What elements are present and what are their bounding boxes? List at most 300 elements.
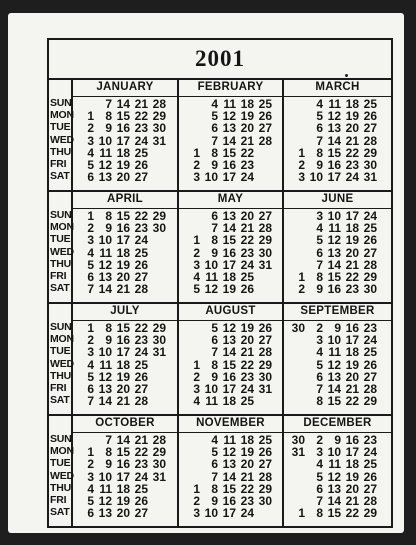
date-cell: 18 xyxy=(345,221,359,236)
date-cell: 25 xyxy=(363,97,377,111)
date-cell: 27 xyxy=(134,381,148,396)
date-cell: 8 xyxy=(211,481,218,496)
date-cell: 13 xyxy=(327,481,341,496)
date-cell: 1 xyxy=(87,109,94,124)
date-cell: 1 xyxy=(193,481,200,496)
date-cell: 29 xyxy=(363,506,377,521)
week-column xyxy=(236,98,254,183)
week-column xyxy=(94,434,112,519)
date-cell: 19 xyxy=(240,445,254,460)
date-cell: 31 xyxy=(152,133,166,148)
date-cell: 31 xyxy=(258,257,272,272)
date-cell: 16 xyxy=(345,321,359,335)
date-cell xyxy=(148,283,166,295)
date-cell: 9 xyxy=(105,121,112,136)
week-column xyxy=(94,98,112,183)
date-cell: 1 xyxy=(87,321,94,335)
date-cell xyxy=(148,395,166,407)
date-cell: 18 xyxy=(116,481,130,496)
date-cell: 29 xyxy=(152,109,166,124)
week-column xyxy=(323,98,341,183)
date-cell: 21 xyxy=(240,221,254,236)
date-cell: 23 xyxy=(240,369,254,384)
date-cell: 22 xyxy=(240,357,254,372)
date-cell: 6 xyxy=(211,457,218,472)
date-cell: 26 xyxy=(258,109,272,124)
date-cell: 11 xyxy=(205,269,218,284)
calendar-frame xyxy=(47,38,393,528)
week-column xyxy=(200,322,218,407)
date-cell: 24 xyxy=(363,445,377,460)
date-cell: 9 xyxy=(334,433,341,447)
date-cell: 9 xyxy=(105,457,112,472)
date-cell: 19 xyxy=(116,493,130,508)
date-cell: 25 xyxy=(134,245,148,260)
date-cell xyxy=(148,171,166,183)
date-cell: 10 xyxy=(204,381,218,396)
date-cell: 11 xyxy=(99,145,112,160)
year-heading: 2001 xyxy=(49,40,391,80)
date-cell: 17 xyxy=(345,333,359,348)
date-cell: 22 xyxy=(240,481,254,496)
date-cell: 3 xyxy=(87,233,94,248)
date-cell: 12 xyxy=(222,321,236,335)
date-cell: 16 xyxy=(116,333,130,348)
date-cell: 31 xyxy=(152,345,166,360)
date-cell: 30 xyxy=(258,369,272,384)
date-cell xyxy=(287,371,305,383)
date-cell: 22 xyxy=(345,506,359,521)
date-cell: 11 xyxy=(328,97,341,111)
date-cell: 21 xyxy=(345,257,359,272)
date-cell: 7 xyxy=(211,345,218,360)
date-cell: 29 xyxy=(258,481,272,496)
week-column xyxy=(130,434,148,519)
date-cell: 24 xyxy=(134,469,148,484)
date-cell: 30 xyxy=(363,157,377,172)
date-cell: 9 xyxy=(211,245,218,260)
date-cell: 7 xyxy=(211,469,218,484)
date-cell: 11 xyxy=(328,345,341,360)
week-column xyxy=(305,98,323,183)
date-cell: 26 xyxy=(363,469,377,484)
date-cell: 4 xyxy=(211,433,218,447)
date-cell: 28 xyxy=(363,133,377,148)
week-column xyxy=(359,98,377,183)
date-cell xyxy=(254,159,272,171)
weekday-labels xyxy=(49,190,73,302)
date-grid xyxy=(179,321,282,407)
date-cell: 16 xyxy=(222,245,236,260)
date-cell: 20 xyxy=(345,369,359,384)
week-column xyxy=(182,98,200,183)
date-cell: 9 xyxy=(334,321,341,335)
date-cell: 24 xyxy=(363,209,377,223)
date-cell: 15 xyxy=(116,109,130,124)
date-cell: 6 xyxy=(211,209,218,223)
date-cell: 4 xyxy=(193,269,200,284)
date-cell: 26 xyxy=(134,157,148,172)
month-block xyxy=(179,414,284,526)
week-column xyxy=(76,98,94,183)
date-cell: 16 xyxy=(327,157,341,172)
date-cell: 25 xyxy=(240,394,254,409)
date-cell xyxy=(287,210,305,222)
week-column xyxy=(254,98,272,183)
date-cell: 27 xyxy=(363,245,377,260)
date-cell: 29 xyxy=(258,233,272,248)
date-cell: 12 xyxy=(204,282,218,297)
date-cell: 17 xyxy=(222,170,236,185)
week-column xyxy=(218,210,236,295)
date-cell: 20 xyxy=(240,209,254,223)
date-cell xyxy=(287,471,305,483)
date-cell: 7 xyxy=(87,394,94,409)
date-cell: 22 xyxy=(134,321,148,335)
date-cell: 4 xyxy=(87,357,94,372)
date-cell: 12 xyxy=(327,233,341,248)
date-cell: 2 xyxy=(87,221,94,236)
date-cell: 19 xyxy=(345,469,359,484)
quarter-row xyxy=(49,190,391,304)
date-cell: 13 xyxy=(98,269,112,284)
date-cell: 5 xyxy=(316,357,323,372)
date-cell: 3 xyxy=(316,445,323,460)
weekday-label: MON xyxy=(50,109,74,122)
date-cell: 13 xyxy=(98,506,112,521)
date-cell: 17 xyxy=(222,506,236,521)
weekday-label: WED xyxy=(50,245,74,258)
month-name: MARCH xyxy=(284,78,391,97)
date-cell: 16 xyxy=(116,457,130,472)
week-column xyxy=(218,98,236,183)
date-cell: 3 xyxy=(298,170,305,185)
date-cell: 12 xyxy=(222,109,236,124)
date-cell: 26 xyxy=(363,109,377,124)
quarter-row xyxy=(49,78,391,192)
date-cell xyxy=(148,483,166,495)
week-column xyxy=(94,322,112,407)
weekday-label: SAT xyxy=(50,506,70,519)
date-cell: 3 xyxy=(87,133,94,148)
date-cell: 1 xyxy=(298,145,305,160)
week-column xyxy=(341,434,359,519)
date-cell xyxy=(287,346,305,358)
date-cell: 28 xyxy=(134,394,148,409)
weekday-label: THU xyxy=(50,369,71,382)
date-cell xyxy=(148,371,166,383)
date-cell: 8 xyxy=(211,145,218,160)
date-cell: 9 xyxy=(211,369,218,384)
date-cell: 8 xyxy=(316,145,323,160)
date-cell: 28 xyxy=(258,133,272,148)
month-name: FEBRUARY xyxy=(179,78,282,97)
date-cell: 23 xyxy=(134,333,148,348)
date-cell: 25 xyxy=(240,269,254,284)
date-cell: 10 xyxy=(98,469,112,484)
week-column xyxy=(323,210,341,295)
month-block xyxy=(73,414,179,526)
weekday-label: SUN xyxy=(50,97,72,109)
week-column xyxy=(200,210,218,295)
quarter-row xyxy=(49,414,391,526)
date-cell: 28 xyxy=(258,345,272,360)
month-name: JANUARY xyxy=(73,78,177,97)
date-cell: 17 xyxy=(116,469,130,484)
date-cell: 10 xyxy=(327,209,341,223)
date-cell: 29 xyxy=(363,145,377,160)
date-cell: 14 xyxy=(327,493,341,508)
date-cell: 11 xyxy=(223,433,236,447)
month-name: DECEMBER xyxy=(284,414,391,433)
date-cell xyxy=(287,383,305,395)
date-cell: 16 xyxy=(222,157,236,172)
date-cell: 24 xyxy=(345,170,359,185)
weekday-label: TUE xyxy=(50,345,71,358)
date-cell xyxy=(148,247,166,259)
date-cell: 27 xyxy=(134,506,148,521)
week-column xyxy=(254,434,272,519)
date-cell: 30 xyxy=(152,333,166,348)
month-name: MAY xyxy=(179,190,282,209)
date-cell: 5 xyxy=(211,445,218,460)
date-cell: 6 xyxy=(316,481,323,496)
week-column xyxy=(287,434,305,519)
week-column xyxy=(359,434,377,519)
date-cell xyxy=(287,395,305,407)
weekday-label: THU xyxy=(50,145,71,158)
date-cell: 27 xyxy=(363,121,377,136)
date-cell: 15 xyxy=(116,321,130,335)
date-cell: 28 xyxy=(363,257,377,272)
date-cell: 7 xyxy=(105,433,112,447)
date-grid xyxy=(284,433,391,519)
weekday-label: MON xyxy=(50,445,74,458)
date-cell xyxy=(148,383,166,395)
date-cell: 8 xyxy=(211,357,218,372)
weekday-labels xyxy=(49,414,73,526)
date-grid xyxy=(73,321,177,407)
date-cell: 25 xyxy=(363,457,377,472)
date-cell: 24 xyxy=(240,506,254,521)
date-cell: 2 xyxy=(193,493,200,508)
date-cell: 5 xyxy=(193,282,200,297)
date-cell: 30 xyxy=(152,121,166,136)
week-column xyxy=(287,98,305,183)
date-cell: 5 xyxy=(211,109,218,124)
date-cell: 28 xyxy=(363,493,377,508)
date-cell: 20 xyxy=(116,170,130,185)
date-cell: 12 xyxy=(98,369,112,384)
date-cell: 7 xyxy=(211,133,218,148)
date-cell: 15 xyxy=(222,145,236,160)
date-cell: 22 xyxy=(134,109,148,124)
date-cell xyxy=(287,110,305,122)
date-cell: 31 xyxy=(363,170,377,185)
date-cell xyxy=(148,147,166,159)
date-cell: 25 xyxy=(134,357,148,372)
date-cell: 7 xyxy=(316,133,323,148)
date-cell xyxy=(254,283,272,295)
date-cell: 27 xyxy=(258,121,272,136)
date-cell: 7 xyxy=(316,381,323,396)
date-cell: 8 xyxy=(105,321,112,335)
date-cell: 9 xyxy=(316,282,323,297)
date-cell: 4 xyxy=(87,481,94,496)
weekday-label: FRI xyxy=(50,493,67,506)
date-cell: 2 xyxy=(87,333,94,348)
date-cell: 19 xyxy=(240,321,254,335)
date-cell: 21 xyxy=(345,133,359,148)
date-cell: 15 xyxy=(327,394,341,409)
date-cell: 29 xyxy=(152,321,166,335)
date-cell: 30 xyxy=(152,457,166,472)
week-column xyxy=(94,210,112,295)
weekday-label: WED xyxy=(50,469,74,482)
date-cell: 23 xyxy=(134,121,148,136)
date-cell: 17 xyxy=(116,233,130,248)
date-cell: 1 xyxy=(87,209,94,223)
date-cell: 4 xyxy=(193,394,200,409)
date-cell: 28 xyxy=(258,469,272,484)
week-column xyxy=(76,210,94,295)
date-cell: 26 xyxy=(363,357,377,372)
date-cell: 20 xyxy=(240,457,254,472)
date-cell xyxy=(148,271,166,283)
week-column xyxy=(148,322,166,407)
date-cell: 10 xyxy=(98,345,112,360)
date-cell: 27 xyxy=(258,209,272,223)
date-cell: 19 xyxy=(345,357,359,372)
date-cell: 18 xyxy=(116,245,130,260)
date-cell: 14 xyxy=(222,469,236,484)
date-cell xyxy=(254,507,272,519)
date-cell: 21 xyxy=(116,282,130,297)
date-cell: 29 xyxy=(363,269,377,284)
date-cell: 9 xyxy=(316,157,323,172)
date-cell: 30 xyxy=(363,282,377,297)
date-cell: 31 xyxy=(291,445,305,460)
weekday-label: MON xyxy=(50,221,74,234)
date-cell: 20 xyxy=(345,481,359,496)
date-cell xyxy=(287,334,305,346)
date-cell: 2 xyxy=(298,157,305,172)
weekday-label: SUN xyxy=(50,433,72,445)
date-cell: 3 xyxy=(87,345,94,360)
date-cell: 14 xyxy=(222,345,236,360)
date-cell: 20 xyxy=(240,121,254,136)
weekday-label: WED xyxy=(50,357,74,370)
date-cell: 22 xyxy=(134,209,148,223)
date-cell: 27 xyxy=(134,170,148,185)
date-cell: 7 xyxy=(316,493,323,508)
date-cell: 10 xyxy=(204,170,218,185)
date-cell: 6 xyxy=(87,170,94,185)
date-cell: 17 xyxy=(222,381,236,396)
week-column xyxy=(200,98,218,183)
date-cell xyxy=(287,135,305,147)
date-cell: 12 xyxy=(327,357,341,372)
date-cell: 16 xyxy=(116,121,130,136)
date-cell: 29 xyxy=(258,357,272,372)
week-column xyxy=(112,434,130,519)
date-cell: 28 xyxy=(152,433,166,447)
date-cell xyxy=(182,471,200,483)
date-cell: 8 xyxy=(316,506,323,521)
date-cell: 22 xyxy=(345,394,359,409)
date-cell: 4 xyxy=(87,145,94,160)
date-cell: 23 xyxy=(134,221,148,236)
week-column xyxy=(305,210,323,295)
date-cell: 13 xyxy=(222,333,236,348)
weekday-label: TUE xyxy=(50,457,71,470)
date-cell: 5 xyxy=(211,321,218,335)
date-cell: 16 xyxy=(222,369,236,384)
date-grid xyxy=(179,97,282,183)
date-cell: 6 xyxy=(87,381,94,396)
date-cell: 25 xyxy=(363,221,377,236)
date-cell: 20 xyxy=(116,506,130,521)
date-cell xyxy=(287,122,305,134)
date-cell: 4 xyxy=(211,97,218,111)
date-cell: 5 xyxy=(316,233,323,248)
date-cell xyxy=(182,322,200,334)
date-cell: 9 xyxy=(105,333,112,348)
date-cell: 14 xyxy=(116,97,130,111)
date-cell: 19 xyxy=(240,109,254,124)
date-cell: 9 xyxy=(211,157,218,172)
date-cell: 14 xyxy=(327,257,341,272)
date-cell: 31 xyxy=(152,469,166,484)
date-cell: 10 xyxy=(309,170,323,185)
date-cell xyxy=(287,234,305,246)
date-cell: 10 xyxy=(327,445,341,460)
date-cell: 2 xyxy=(316,433,323,447)
date-cell: 25 xyxy=(258,97,272,111)
date-cell: 8 xyxy=(316,394,323,409)
date-cell: 15 xyxy=(327,506,341,521)
date-cell: 31 xyxy=(258,381,272,396)
week-column xyxy=(182,434,200,519)
date-cell: 18 xyxy=(345,345,359,360)
date-cell: 18 xyxy=(116,145,130,160)
date-cell: 19 xyxy=(116,369,130,384)
date-cell xyxy=(182,98,200,110)
date-cell xyxy=(182,446,200,458)
week-column xyxy=(112,98,130,183)
date-cell: 11 xyxy=(328,221,341,236)
date-cell: 1 xyxy=(193,357,200,372)
date-cell: 24 xyxy=(240,381,254,396)
date-cell: 3 xyxy=(193,381,200,396)
date-cell xyxy=(287,98,305,110)
week-column xyxy=(112,322,130,407)
date-cell: 19 xyxy=(345,109,359,124)
weekday-label: SAT xyxy=(50,282,70,295)
date-cell: 19 xyxy=(345,233,359,248)
week-column xyxy=(130,322,148,407)
date-cell: 11 xyxy=(99,481,112,496)
date-cell: 21 xyxy=(240,345,254,360)
date-cell: 9 xyxy=(105,221,112,236)
date-cell: 6 xyxy=(316,245,323,260)
date-cell xyxy=(182,334,200,346)
date-cell xyxy=(182,110,200,122)
week-column xyxy=(130,210,148,295)
date-cell: 11 xyxy=(205,394,218,409)
date-cell xyxy=(254,171,272,183)
print-dot xyxy=(345,74,348,77)
